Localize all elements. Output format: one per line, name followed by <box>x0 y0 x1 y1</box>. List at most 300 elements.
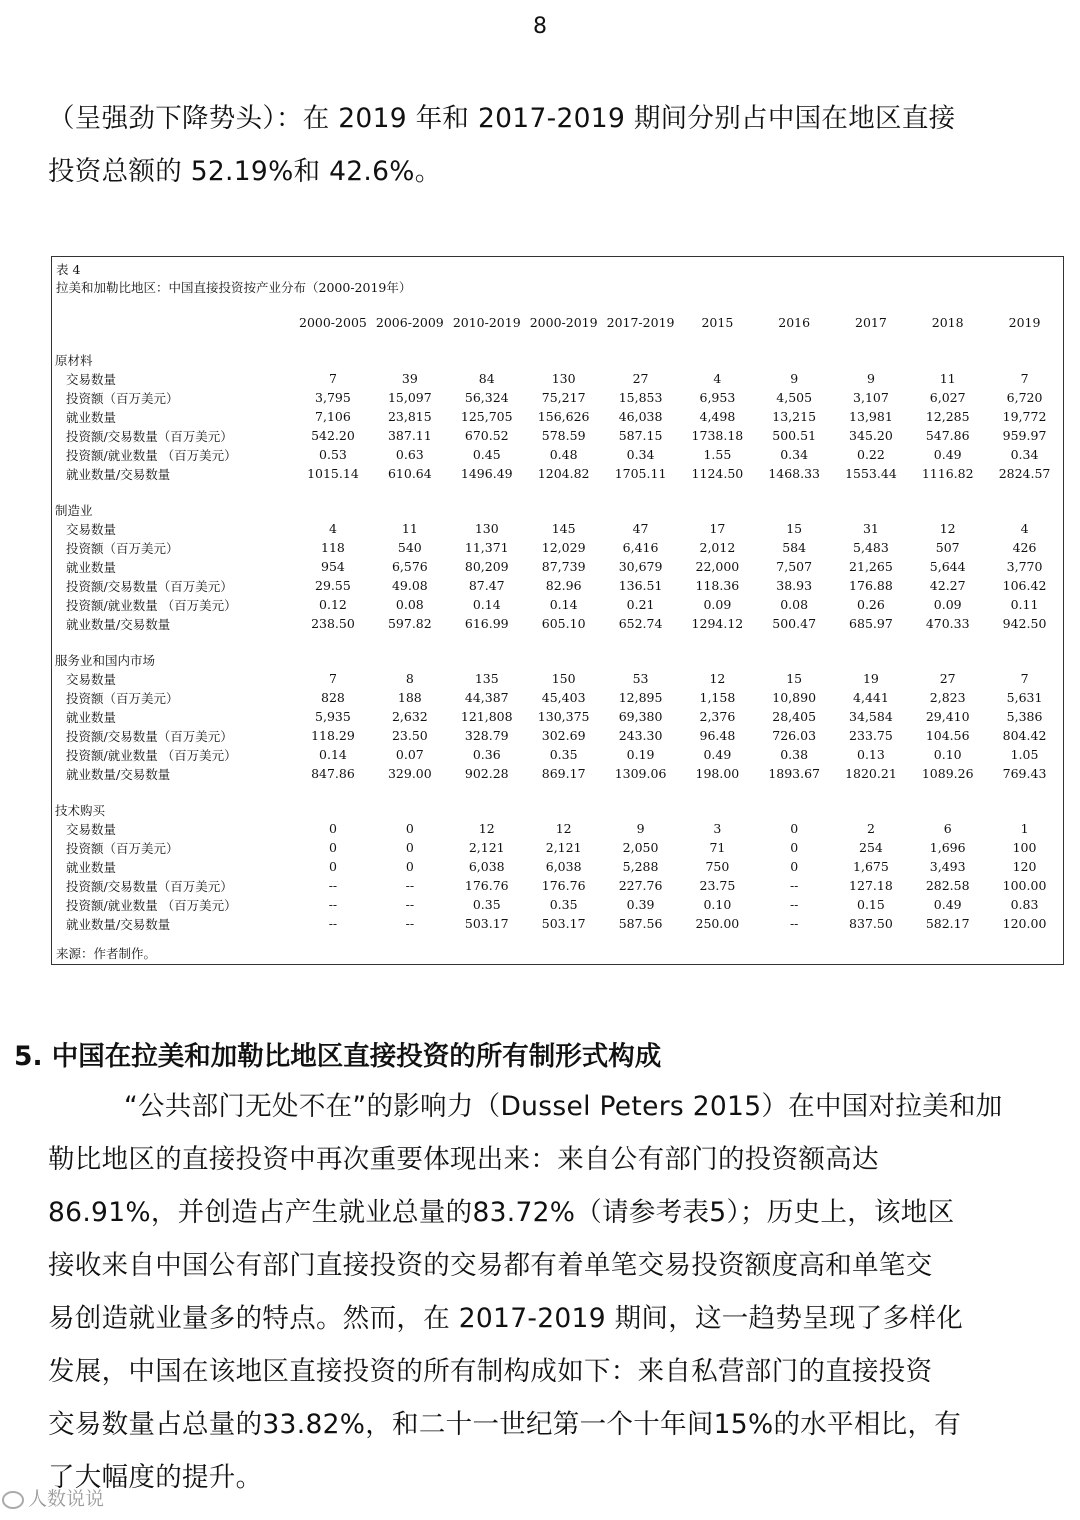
row-label: 就业数量/交易数量 <box>66 616 171 632</box>
table-cell: 118.36 <box>695 578 740 593</box>
table-cell: -- <box>789 897 799 912</box>
table-cell: -- <box>405 916 415 931</box>
body-line: 勒比地区的直接投资中再次重要体现出来：来自公有部门的投资额高达 <box>48 1144 879 1175</box>
table-cell: 587.15 <box>618 428 663 443</box>
table-cell: 6 <box>943 821 952 836</box>
table-cell: 329.00 <box>387 766 432 781</box>
table-cell: 685.97 <box>849 616 893 631</box>
row-label: 就业数量 <box>66 709 117 725</box>
row-label: 交易数量 <box>66 521 117 537</box>
table-cell: 500.47 <box>772 616 817 631</box>
table-cell: 587.56 <box>618 916 663 931</box>
table-cell: 584 <box>782 540 807 555</box>
table-cell: 75,217 <box>541 390 586 405</box>
row-label: 交易数量 <box>66 371 117 387</box>
table-row <box>52 707 1063 726</box>
table-cell: 0.14 <box>549 597 578 612</box>
table-label: 表 4 <box>56 262 81 277</box>
table-cell: 150 <box>551 671 576 686</box>
table-row <box>52 876 1063 895</box>
table-cell: 470.33 <box>925 616 970 631</box>
table-cell: 0.19 <box>626 747 655 762</box>
table-cell: -- <box>405 897 415 912</box>
table-cell: 2824.57 <box>998 466 1051 481</box>
table-cell: 0.34 <box>780 447 809 462</box>
table-cell: 19,772 <box>1002 409 1047 424</box>
table-row <box>52 388 1063 407</box>
table-cell: 3,493 <box>929 859 966 874</box>
row-label: 投资额/就业数量 （百万美元） <box>66 897 237 913</box>
table-row <box>52 369 1063 388</box>
spacer-row <box>52 333 1063 350</box>
table-cell: 6,576 <box>391 559 428 574</box>
spacer-row <box>52 633 1063 650</box>
table-cell: 5,483 <box>853 540 889 555</box>
row-label: 投资额/交易数量（百万美元） <box>66 428 233 444</box>
table-cell: 1204.82 <box>537 466 590 481</box>
table-cell: 80,209 <box>464 559 509 574</box>
table-cell: 0.39 <box>626 897 655 912</box>
table-cell: 84 <box>478 371 495 386</box>
column-header: 2018 <box>931 314 964 330</box>
table-cell: 345.20 <box>849 428 893 443</box>
table-cell: 34,584 <box>849 709 893 724</box>
table-cell: 503.17 <box>541 916 586 931</box>
table-cell: 1.55 <box>703 447 732 462</box>
table-cell: 0.12 <box>319 597 347 612</box>
table-row <box>52 538 1063 557</box>
table-cell: 0.07 <box>395 747 424 762</box>
table-cell: 426 <box>1012 540 1037 555</box>
table-row <box>52 895 1063 914</box>
column-header: 2000-2019 <box>529 314 598 330</box>
table-cell: 3,107 <box>853 390 889 405</box>
table-cell: 0.49 <box>933 447 962 462</box>
spacer-row <box>52 783 1063 800</box>
spacer-cell <box>52 783 1063 800</box>
intro-paragraph <box>48 92 1038 198</box>
header-corner <box>52 311 294 333</box>
table-cell: 104.56 <box>925 728 970 743</box>
watermark <box>2 1484 104 1511</box>
table-cell: 15,097 <box>387 390 432 405</box>
table-cell: 954 <box>321 559 345 574</box>
table-cell: 542.20 <box>311 428 355 443</box>
body-line: 交易数量占总量的33.82%，和二十一世纪第一个十年间15%的水平相比，有 <box>48 1409 962 1440</box>
table-cell: 0.10 <box>703 897 732 912</box>
table-cell: 12,285 <box>925 409 970 424</box>
table-cell: 176.88 <box>849 578 893 593</box>
table-cell: 605.10 <box>541 616 586 631</box>
row-label: 投资额/就业数量 （百万美元） <box>66 597 237 613</box>
section-heading: 5. 中国在拉美和加勒比地区直接投资的所有制形式构成 <box>14 1041 662 1072</box>
table-cell: 145 <box>551 521 576 536</box>
table-cell: -- <box>405 878 415 893</box>
row-label: 投资额（百万美元） <box>66 390 179 406</box>
table-cell: 7,507 <box>776 559 813 574</box>
body-line: 易创造就业量多的特点。然而，在 2017-2019 期间，这一趋势呈现了多样化 <box>48 1303 963 1334</box>
table-cell: 120 <box>1012 859 1037 874</box>
column-header: 2017 <box>855 314 887 330</box>
row-label: 交易数量 <box>66 671 117 687</box>
table-cell: 87.47 <box>468 578 505 593</box>
table-cell: 106.42 <box>1002 578 1047 593</box>
table-cell: 22,000 <box>695 559 740 574</box>
table-cell: 130 <box>474 521 499 536</box>
table-cell: 12 <box>709 671 726 686</box>
table-cell: 0.11 <box>1010 597 1039 612</box>
table-cell: 27 <box>632 371 649 386</box>
table-cell: 15 <box>786 671 803 686</box>
table-cell: 69,380 <box>618 709 663 724</box>
table-cell: 5,386 <box>1006 709 1043 724</box>
table-cell: 1.05 <box>1010 747 1039 762</box>
table-cell: 540 <box>397 540 422 555</box>
table-source: 来源：作者制作。 <box>56 946 157 961</box>
table-row <box>52 557 1063 576</box>
table-cell: 47 <box>632 521 649 536</box>
table-cell: 1124.50 <box>691 466 744 481</box>
table-cell: 2,632 <box>391 709 428 724</box>
table-cell: 1294.12 <box>691 616 744 631</box>
table-cell: 23.75 <box>699 878 736 893</box>
column-header: 2016 <box>778 314 811 330</box>
table-cell: 547.86 <box>925 428 970 443</box>
table-cell: 750 <box>705 859 730 874</box>
spacer-cell <box>52 333 1063 350</box>
table-cell: 670.52 <box>464 428 509 443</box>
table-cell: 0.35 <box>549 897 578 912</box>
table-cell: 45,403 <box>541 690 586 705</box>
table-cell: 53 <box>632 671 649 686</box>
table-cell: 2 <box>866 821 875 836</box>
section-row <box>52 500 1063 519</box>
table-cell: 616.99 <box>464 616 509 631</box>
page-number: 8 <box>533 14 547 39</box>
table-row <box>52 669 1063 688</box>
table-cell: 71 <box>709 840 726 855</box>
row-label: 投资额/交易数量（百万美元） <box>66 878 233 894</box>
table-cell: 1 <box>1020 821 1029 836</box>
spacer-cell <box>52 633 1063 650</box>
table-cell: 11 <box>401 521 418 536</box>
table-cell: 9 <box>866 371 875 386</box>
table-cell: 7,106 <box>315 409 351 424</box>
table-cell: 0.09 <box>933 597 962 612</box>
table-cell: 5,631 <box>1006 690 1043 705</box>
table-row <box>52 857 1063 876</box>
table-cell: 49.08 <box>391 578 428 593</box>
table-cell: 238.50 <box>311 616 355 631</box>
table-cell: 29.55 <box>315 578 351 593</box>
row-label: 投资额/交易数量（百万美元） <box>66 728 233 744</box>
table-cell: 5,288 <box>622 859 659 874</box>
body-line: “公共部门无处不在”的影响力（Dussel Peters 2015）在中国对拉美和加 <box>124 1091 1003 1122</box>
row-label: 投资额（百万美元） <box>66 840 179 856</box>
table-cell: 0 <box>790 859 799 874</box>
spacer-cell <box>52 483 1063 500</box>
table-cell: 23.50 <box>391 728 428 743</box>
column-header: 2019 <box>1008 314 1041 330</box>
table-cell: 1820.21 <box>845 766 897 781</box>
table-cell: 29,410 <box>925 709 970 724</box>
table-row <box>52 426 1063 445</box>
table-cell: 12,895 <box>618 690 663 705</box>
table-cell: 2,823 <box>929 690 966 705</box>
table-cell: 769.43 <box>1002 766 1047 781</box>
table-cell: 6,027 <box>929 390 966 405</box>
table-row <box>52 914 1063 933</box>
table-cell: 500.51 <box>772 428 817 443</box>
column-header: 2006-2009 <box>375 314 444 330</box>
row-label: 就业数量 <box>66 559 117 575</box>
table-row <box>52 614 1063 633</box>
table-cell: 0 <box>405 821 414 836</box>
table-cell: 652.74 <box>618 616 663 631</box>
table-cell: 120.00 <box>1002 916 1047 931</box>
table-cell: 0.15 <box>857 897 885 912</box>
table-cell: 56,324 <box>464 390 509 405</box>
row-label: 交易数量 <box>66 821 117 837</box>
table-cell: 0.49 <box>703 747 732 762</box>
table-cell: 118.29 <box>311 728 355 743</box>
table-cell: 135 <box>474 671 499 686</box>
table-cell: 0.21 <box>626 597 655 612</box>
table-cell: 6,038 <box>468 859 505 874</box>
table-cell: 233.75 <box>849 728 893 743</box>
table-cell: 4 <box>713 371 722 386</box>
table-cell: 30,679 <box>618 559 663 574</box>
table-cell: 13,215 <box>772 409 817 424</box>
table-cell: 6,953 <box>699 390 736 405</box>
table-cell: 125,705 <box>460 409 513 424</box>
table-cell: 0.10 <box>933 747 962 762</box>
table-cell: 0 <box>328 821 337 836</box>
table-cell: 46,038 <box>618 409 663 424</box>
table-cell: 847.86 <box>311 766 355 781</box>
table-row <box>52 407 1063 426</box>
table-cell: 869.17 <box>541 766 586 781</box>
table-cell: 23,815 <box>387 409 432 424</box>
table-cell: 0.14 <box>319 747 347 762</box>
table-cell: 130,375 <box>537 709 590 724</box>
table-cell: 21,265 <box>849 559 893 574</box>
table-cell: 198.00 <box>695 766 740 781</box>
table-cell: 0.14 <box>472 597 501 612</box>
table-cell: 610.64 <box>387 466 432 481</box>
table-cell: 1496.49 <box>460 466 513 481</box>
table-row <box>52 726 1063 745</box>
table-cell: 4,505 <box>776 390 813 405</box>
table-cell: 804.42 <box>1002 728 1047 743</box>
table-cell: 0.36 <box>472 747 501 762</box>
table-cell: 0.08 <box>780 597 809 612</box>
table-cell: 0.45 <box>472 447 501 462</box>
table-cell: 10,890 <box>772 690 817 705</box>
table-cell: 7 <box>1020 371 1029 386</box>
data-table <box>52 311 1063 933</box>
table-cell: 282.58 <box>925 878 970 893</box>
table-cell: 31 <box>862 521 879 536</box>
table-cell: 96.48 <box>699 728 736 743</box>
table-cell: 2,121 <box>468 840 505 855</box>
body-line: 86.91%，并创造占产生就业总量的83.72%（请参考表5）；历史上，该地区 <box>48 1197 955 1228</box>
table-cell: 12 <box>939 521 956 536</box>
table-cell: 130 <box>551 371 576 386</box>
table-cell: 28,405 <box>772 709 817 724</box>
table-title: 拉美和加勒比地区：中国直接投资按产业分布（2000-2019年） <box>56 280 412 295</box>
table-cell: 7 <box>328 671 337 686</box>
table-row <box>52 688 1063 707</box>
table-cell: 1738.18 <box>691 428 744 443</box>
table-cell: 121,808 <box>460 709 513 724</box>
table-cell: 0.35 <box>472 897 501 912</box>
table-cell: -- <box>789 916 799 931</box>
table-cell: 176.76 <box>541 878 586 893</box>
table-cell: 0.49 <box>933 897 962 912</box>
table-cell: 42.27 <box>929 578 966 593</box>
section-name: 服务业和国内市场 <box>55 652 156 668</box>
table-cell: 13,981 <box>849 409 893 424</box>
speech-bubble-icon <box>2 1491 24 1509</box>
table-cell: 6,416 <box>622 540 659 555</box>
table-cell: 0.26 <box>857 597 885 612</box>
table-cell: 27 <box>939 671 956 686</box>
table-cell: 39 <box>401 371 418 386</box>
table-cell: 0.34 <box>626 447 655 462</box>
table-row <box>52 819 1063 838</box>
table-cell: -- <box>328 916 338 931</box>
table-cell: 136.51 <box>618 578 663 593</box>
table-cell: 4,441 <box>853 690 889 705</box>
table-row <box>52 445 1063 464</box>
table-cell: 100 <box>1012 840 1037 855</box>
table-row <box>52 464 1063 483</box>
table-cell: 2,012 <box>699 540 736 555</box>
table-cell: 15 <box>786 521 803 536</box>
table-cell: 19 <box>862 671 879 686</box>
table-cell: 959.97 <box>1002 428 1047 443</box>
table-cell: 597.82 <box>387 616 432 631</box>
spacer-row <box>52 483 1063 500</box>
row-label: 就业数量/交易数量 <box>66 466 171 482</box>
table-cell: 902.28 <box>464 766 509 781</box>
table-cell: 12 <box>555 821 572 836</box>
table-cell: -- <box>328 878 338 893</box>
table-cell: 578.59 <box>541 428 586 443</box>
table-cell: 3,770 <box>1006 559 1043 574</box>
table-cell: 503.17 <box>464 916 509 931</box>
table-cell: 0.38 <box>780 747 809 762</box>
section-name: 原材料 <box>55 352 93 368</box>
table-cell: 8 <box>405 671 414 686</box>
table-cell: 12 <box>478 821 495 836</box>
table-cell: 942.50 <box>1002 616 1047 631</box>
table-cell: 38.93 <box>776 578 813 593</box>
table-cell: 227.76 <box>618 878 663 893</box>
section-row <box>52 350 1063 369</box>
table-cell: 7 <box>328 371 337 386</box>
table-cell: 828 <box>321 690 345 705</box>
table-cell: 4 <box>328 521 337 536</box>
table-cell: 7 <box>1020 671 1029 686</box>
column-header: 2000-2005 <box>299 314 367 330</box>
table-cell: 0 <box>405 840 414 855</box>
row-label: 就业数量 <box>66 409 117 425</box>
table-cell: 0.83 <box>1010 897 1039 912</box>
table-cell: 2,376 <box>699 709 736 724</box>
row-label: 就业数量/交易数量 <box>66 916 171 932</box>
table-cell: 11 <box>939 371 956 386</box>
table-cell: 0.13 <box>857 747 885 762</box>
table-cell: 1309.06 <box>614 766 667 781</box>
table-row <box>52 595 1063 614</box>
table-cell: 0 <box>405 859 414 874</box>
table-cell: 4 <box>1020 521 1029 536</box>
table-row <box>52 745 1063 764</box>
intro-line: 投资总额的 52.19%和 42.6%。 <box>48 156 442 187</box>
table-cell: 5,935 <box>315 709 351 724</box>
table-cell: 6,720 <box>1006 390 1043 405</box>
body-line: 接收来自中国公有部门直接投资的交易都有着单笔交易投资额度高和单笔交 <box>48 1250 933 1281</box>
body-line: 了大幅度的提升。 <box>48 1462 263 1493</box>
table-cell: 5,644 <box>929 559 966 574</box>
table-cell: 127.18 <box>849 878 893 893</box>
table-cell: 87,739 <box>541 559 586 574</box>
table-cell: 1015.14 <box>307 466 359 481</box>
table-cell: 726.03 <box>772 728 817 743</box>
table-row <box>52 764 1063 783</box>
table-cell: 0.09 <box>703 597 732 612</box>
table-cell: 17 <box>709 521 726 536</box>
table-cell: 1468.33 <box>768 466 821 481</box>
table-cell: 387.11 <box>387 428 432 443</box>
table-cell: 1,158 <box>699 690 736 705</box>
table-cell: 11,371 <box>464 540 509 555</box>
table-row <box>52 519 1063 538</box>
section-name: 制造业 <box>55 502 93 518</box>
table-cell: -- <box>789 878 799 893</box>
table-cell: 100.00 <box>1002 878 1047 893</box>
table-cell: 3,795 <box>315 390 351 405</box>
intro-line: （呈强劲下降势头）：在 2019 年和 2017-2019 期间分别占中国在地区直接 <box>48 103 956 134</box>
table-cell: 15,853 <box>618 390 663 405</box>
row-label: 投资额/就业数量 （百万美元） <box>66 447 237 463</box>
row-label: 投资额/就业数量 （百万美元） <box>66 747 237 763</box>
table-cell: 2,121 <box>545 840 582 855</box>
table-cell: 176.76 <box>464 878 509 893</box>
table-cell: 1089.26 <box>921 766 974 781</box>
row-label: 就业数量 <box>66 859 117 875</box>
table-cell: 1705.11 <box>614 466 667 481</box>
table-cell: 582.17 <box>925 916 970 931</box>
row-label: 投资额（百万美元） <box>66 690 179 706</box>
table-cell: 0 <box>328 840 337 855</box>
section-name: 技术购买 <box>55 802 106 818</box>
table-cell: 44,387 <box>464 690 509 705</box>
table-cell: 0.34 <box>1010 447 1039 462</box>
table-cell: 9 <box>636 821 645 836</box>
table-cell: 6,038 <box>545 859 582 874</box>
table-cell: 0 <box>790 840 799 855</box>
table-cell: 0.63 <box>395 447 424 462</box>
section-row <box>52 800 1063 819</box>
table-cell: 0.08 <box>395 597 424 612</box>
table-cell: 9 <box>790 371 799 386</box>
row-label: 投资额（百万美元） <box>66 540 179 556</box>
table-cell: 1553.44 <box>845 466 897 481</box>
row-label: 投资额/交易数量（百万美元） <box>66 578 233 594</box>
